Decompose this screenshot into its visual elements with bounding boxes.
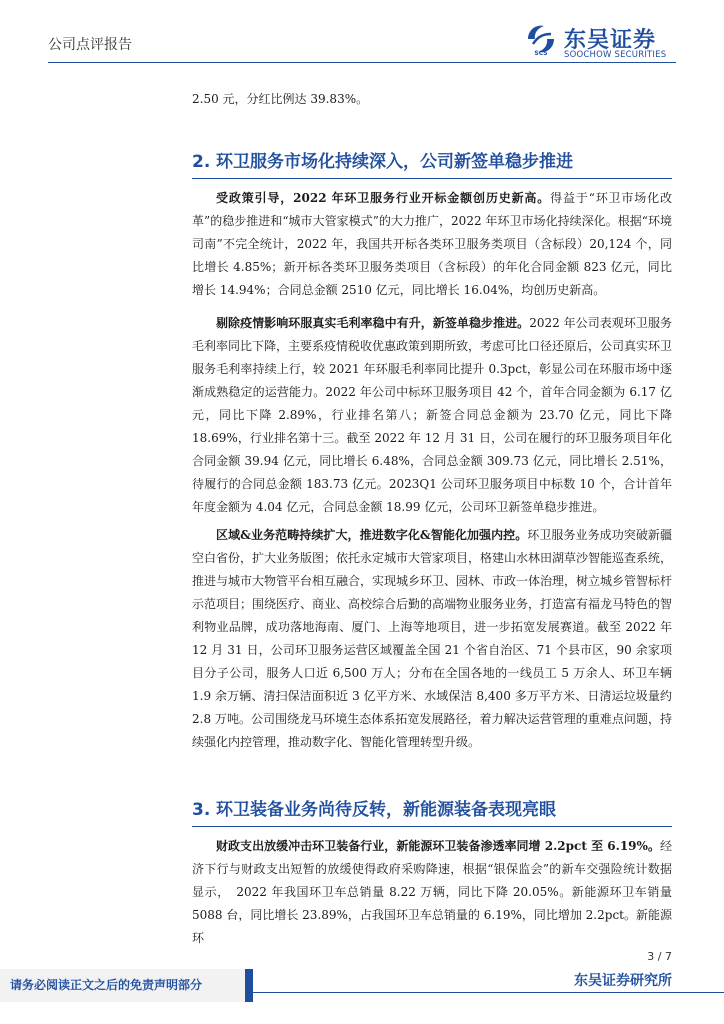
section-3-paragraph-1 bbox=[192, 835, 672, 950]
paragraph-lead: 剔除疫情影响环服真实毛利率稳中有升，新签单稳步推进。 bbox=[216, 316, 530, 330]
section-2-paragraph-2 bbox=[192, 312, 672, 519]
header-divider bbox=[48, 62, 676, 63]
section-title-text: 环卫装备业务尚待反转，新能源装备表现亮眼 bbox=[216, 800, 556, 820]
section-3-divider bbox=[192, 826, 672, 827]
paragraph-lead: 财政支出放缓冲击环卫装备行业，新能源环卫装备渗透率同增 2.2pct 至 6.19%。 bbox=[216, 839, 660, 853]
section-number: 3. bbox=[192, 800, 211, 820]
section-2-divider bbox=[192, 178, 672, 179]
section-title-text: 环卫服务市场化持续深入，公司新签单稳步推进 bbox=[216, 152, 573, 172]
research-institute-name: 东吴证券研究所 bbox=[574, 973, 672, 989]
paragraph-body: 得益于“环卫市场化改革”的稳步推进和“城市大管家模式”的大力推广，2022 年环卫市场化持续深化。根据“环境司南”不完全统计，2022 年，我国共开标各类环卫服务类项目（含标段）20,124 个，同比增长 4.85%；新开标各类环卫服务类项目（含标段）的年化合同金额 823 亿元，同比增长 14.94%；合同总金额 2510 亿元，同比增长 16.04%，均创历史新高。 bbox=[192, 191, 672, 297]
section-2-title bbox=[192, 147, 672, 172]
intro-paragraph: 2.50 元，分红比例达 39.83%。 bbox=[192, 92, 369, 106]
logo-chinese-name: 东吴证券 bbox=[564, 28, 657, 53]
section-2-paragraph-3 bbox=[192, 524, 672, 754]
paragraph-body: 经济下行与财政支出短暂的放缓使得政府采购降速，根据“银保监会”的新车交强险统计数据显示， 2022 年我国环卫车总销量 8.22 万辆，同比下降 20.05%。新能源环卫车销量 5088 台，同比增长 23.89%，占我国环卫车总销量的 6.19%，同比增加 2.2pct。新能源环 bbox=[192, 839, 672, 945]
paragraph-lead: 区域&业务范畴持续扩大，推进数字化&智能化加强内控。 bbox=[216, 528, 528, 542]
logo-english-name: SOOCHOW SECURITIES bbox=[564, 50, 667, 60]
section-3-title bbox=[192, 795, 672, 820]
disclaimer-note: 请务必阅读正文之后的免责声明部分 bbox=[0, 969, 253, 1002]
page-number: 3 / 7 bbox=[647, 950, 672, 963]
report-type-label: 公司点评报告 bbox=[48, 37, 132, 53]
paragraph-lead: 受政策引导，2022 年环卫服务行业开标金额创历史新高。 bbox=[216, 191, 551, 205]
section-2-paragraph-1 bbox=[192, 187, 672, 302]
svg-text:SCS: SCS bbox=[534, 50, 548, 56]
paragraph-body: 环卫服务业务成功突破新疆空白省份，扩大业务版图；依托永定城市大管家项目，格建山水林田湖草沙智能巡查系统，推进与城市大物管平台相互融合，实现城乡环卫、园林、市政一体治理，树立城乡管智标杆示范项目；围绕医疗、商业、高校综合后勤的高端物业服务业务，打造富有福龙马特色的智利物业品牌，成功落地海南、厦门、上海等地项目，进一步拓宽发展赛道。截至 2022 年 12 月 31 日，公司环卫服务运营区域覆盖全国 21 个省自治区、71 个县市区，90 余家项目分子公司，服务人口近 6,500 万人；分布在全国各地的一线员工 5 万余人、环卫车辆 1.9 余万辆、清扫保洁面积近 3 亿平方米、水域保洁 8,400 多万平方米、日清运垃圾量约 2.8 万吨。公司围绕龙马环境生态体系拓宽发展路径，着力解决运营管理的重难点问题，持续强化内控管理，推动数字化、智能化管理转型升级。 bbox=[192, 528, 673, 749]
paragraph-body: 2022 年公司表观环卫服务毛利率同比下降，主要系疫情税收优惠政策到期所致，考虑可比口径还原后，公司真实环卫服务毛利率持续上行，较 2021 年环服毛利率同比提升 0.3pct，彰显公司在环服市场中逐渐成熟稳定的运营能力。2022 年公司中标环卫服务项目 42 个，首年合同金额为 6.17 亿元，同比下降 2.89%，行业排名第八；新签合同总金额为 23.70 亿元，同比下降 18.69%，行业排名第十三。截至 2022 年 12 月 31 日，公司在履行的环卫服务项目年化合同金额 39.94 亿元，同比增长 6.48%，合同总金额 309.73 亿元，同比增长 2.51%，待履行的合同总金额 183.73 亿元。2023Q1 公司环卫服务项目中标数 10 个，合计首年年度金额为 4.04 亿元，合同总金额 18.99 亿元，公司环卫新签单稳步推进。 bbox=[192, 316, 673, 514]
soochow-logo-icon bbox=[524, 22, 558, 56]
company-logo bbox=[524, 22, 674, 62]
section-number: 2. bbox=[192, 152, 211, 172]
